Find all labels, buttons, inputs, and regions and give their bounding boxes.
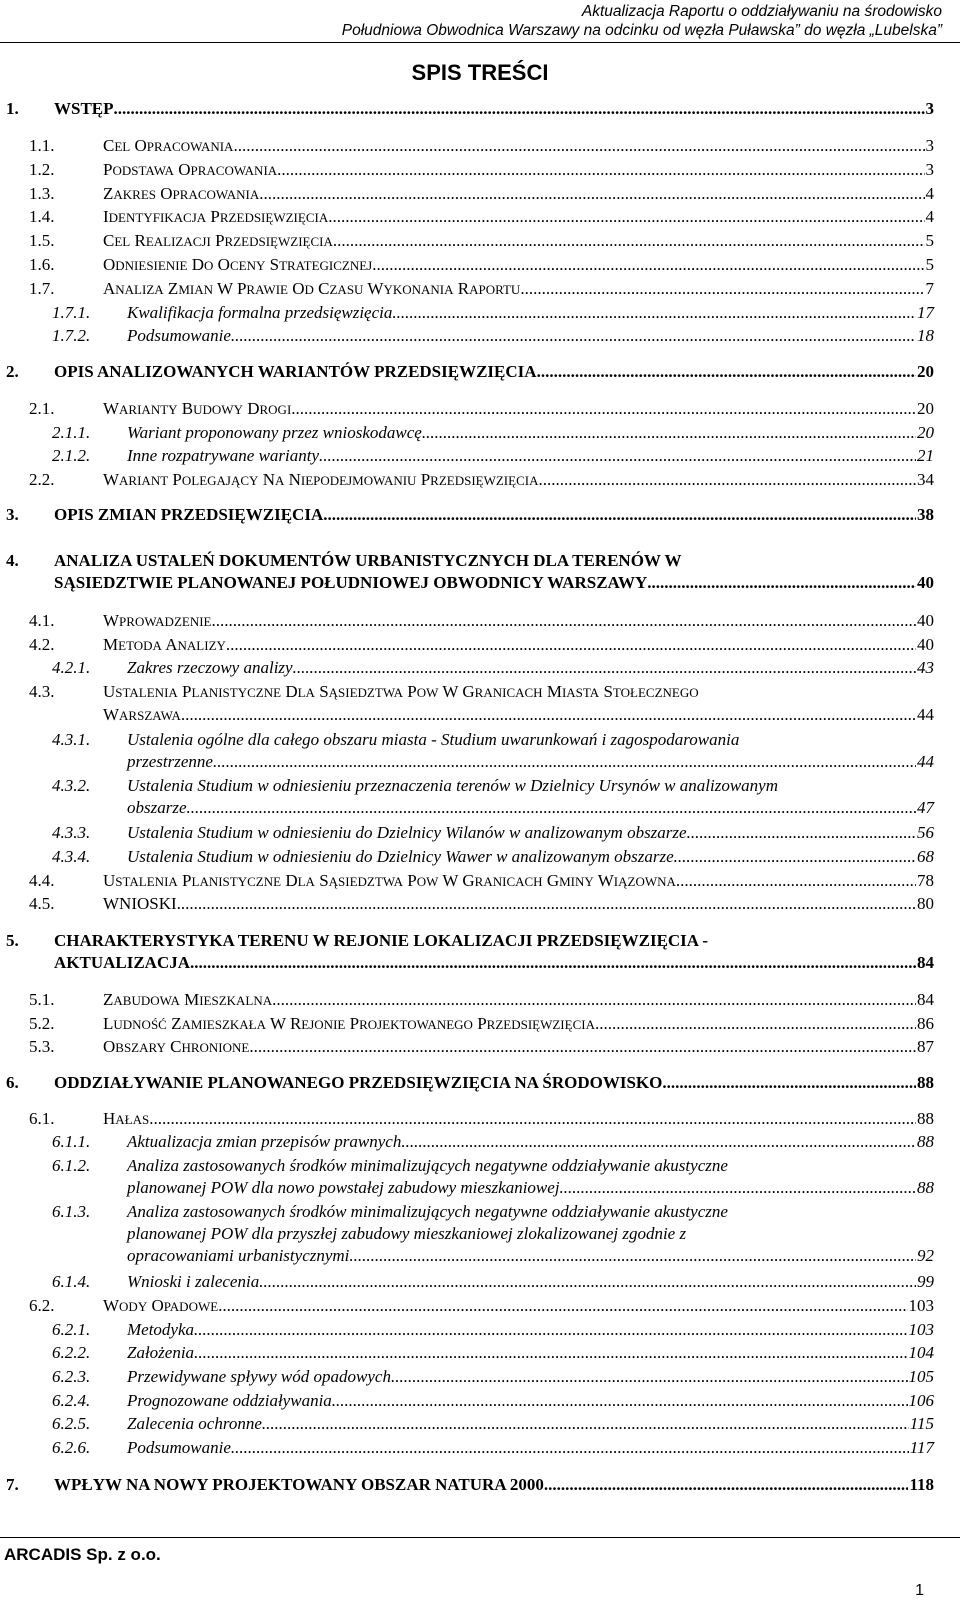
toc-title-line: Ustalenia ogólne dla całego obszaru miasta - Studium uwarunkowań i zagospodarowania [127, 730, 740, 749]
toc-number: 4.2. [29, 635, 55, 654]
toc-number: 2.1.1. [52, 423, 91, 442]
toc-leader [354, 1245, 916, 1267]
toc-leader [226, 634, 916, 656]
toc-title: SĄSIEDZTWIE PLANOWANEJ POŁUDNIOWEJ OBWODNICY WARSZAWY [54, 573, 648, 592]
toc-leader [333, 230, 925, 252]
toc-page: 44 [917, 752, 934, 771]
toc-page: 17 [917, 303, 934, 322]
toc-title: Kwalifikacja formalna przedsięwzięcia [127, 303, 393, 322]
toc-title: obszarze [127, 798, 187, 817]
toc-title: WARSZAWA [103, 705, 181, 724]
toc-title-line: Analiza zastosowanych środków minimalizujących negatywne oddziaływanie akustyczne [127, 1156, 728, 1175]
toc-title-line: CHARAKTERYSTYKA TERENU W REJONIE LOKALIZACJI PRZEDSIĘWZIĘCIA - [54, 931, 709, 950]
toc-title: OBSZARY CHRONIONE [103, 1037, 250, 1056]
toc-title: Wariant proponowany przez wnioskodawcę [127, 423, 422, 442]
toc-number: 6.1. [29, 1109, 55, 1128]
toc-number: 4.4. [29, 871, 55, 890]
toc-title-line: ANALIZA USTALEŃ DOKUMENTÓW URBANISTYCZNYCH DLA TERENÓW W [54, 551, 682, 570]
toc-number: 6.2.4. [52, 1391, 91, 1410]
toc-number: 4.1. [29, 611, 55, 630]
toc-number: 6.1.4. [52, 1272, 91, 1291]
toc-number: 1.7.2. [52, 326, 91, 345]
toc-title: opracowaniami urbanistycznymi. [127, 1246, 354, 1265]
toc-number: 1.2. [29, 160, 55, 179]
toc-number: 4. [6, 551, 19, 570]
toc-leader [249, 1036, 916, 1058]
toc-leader [520, 278, 924, 300]
toc-number: 6.1.1. [52, 1132, 91, 1151]
toc-leader [194, 1342, 907, 1364]
toc-number: 4.2.1. [52, 658, 91, 677]
toc-leader [392, 302, 916, 324]
toc-title: PODSTAWA OPRACOWANIA [103, 160, 278, 179]
toc-page: 44 [917, 705, 934, 724]
toc-leader [319, 445, 916, 467]
toc-title: WNIOSKI [103, 894, 177, 913]
page-number: 1 [915, 1582, 924, 1599]
toc-page: 84 [917, 990, 934, 1009]
footer-divider [0, 1537, 960, 1538]
toc-number: 7. [6, 1475, 19, 1494]
toc-number: 5.2. [29, 1014, 55, 1033]
toc-number: 4.3. [29, 682, 55, 701]
toc-number: 2.1. [29, 399, 55, 418]
toc-leader [190, 952, 916, 974]
toc-page: 5 [925, 231, 934, 250]
toc-page: 20 [917, 399, 934, 418]
toc-leader [401, 1131, 916, 1153]
toc-number: 5.1. [29, 990, 55, 1009]
toc-title: Założenia [127, 1343, 195, 1362]
toc-page: 115 [909, 1414, 934, 1433]
toc-leader [181, 704, 916, 726]
toc-title: Aktualizacja zmian przepisów prawnych [127, 1132, 402, 1151]
toc-number: 1.7.1. [52, 303, 91, 322]
toc-title: ODDZIAŁYWANIE PLANOWANEGO PRZEDSIĘWZIĘCIA NA ŚRODOWISKO [54, 1073, 663, 1092]
toc-number: 6.1.2. [52, 1156, 91, 1175]
toc-number: 1.4. [29, 207, 55, 226]
toc-leader [272, 989, 916, 1011]
toc-page: 3 [925, 160, 934, 179]
toc-title: Ustalenia Studium w odniesieniu do Dzielnicy Wawer w analizowanym obszarze [127, 847, 674, 866]
toc-leader [674, 846, 916, 868]
toc-title: CEL REALIZACJI PRZEDSIĘWZIĘCIA [103, 231, 333, 250]
toc-title: Inne rozpatrywane warianty [127, 446, 320, 465]
toc-title: WODY OPADOWE [103, 1296, 219, 1315]
toc-page: 56 [917, 823, 934, 842]
toc-page: 34 [917, 470, 934, 489]
toc-title: ZAKRES OPRACOWANIA [103, 184, 260, 203]
toc-title: OPIS ZMIAN PRZEDSIĘWZIĘCIA [54, 505, 324, 524]
toc-title: ODNIESIENIE DO OCENY STRATEGICZNEJ [103, 255, 373, 274]
toc-number: 4.3.1. [52, 730, 91, 749]
toc-leader [177, 893, 916, 915]
toc-leader [328, 206, 924, 228]
toc-leader [332, 1390, 908, 1412]
toc-number: 5. [6, 931, 19, 950]
toc-title: ZABUDOWA MIESZKALNA [103, 990, 273, 1009]
toc-title: HAŁAS [103, 1109, 150, 1128]
toc-leader [560, 1177, 916, 1199]
toc-leader [687, 822, 916, 844]
toc-title: IDENTYFIKACJA PRZEDSIĘWZIĘCIA [103, 207, 329, 226]
toc-number: 6.1.3. [52, 1202, 91, 1221]
toc-number: 1.7. [29, 279, 55, 298]
toc-page: 4 [925, 207, 934, 226]
toc-leader [262, 1413, 909, 1435]
toc-page: 118 [909, 1475, 934, 1494]
toc-leader [218, 1295, 907, 1317]
toc-title: WPROWADZENIE [103, 611, 212, 630]
toc-page: 105 [908, 1367, 934, 1386]
toc-title: WSTĘP [54, 99, 114, 118]
toc-number: 2.2. [29, 470, 55, 489]
toc-number: 1.6. [29, 255, 55, 274]
toc-leader [595, 1013, 916, 1035]
toc-title: LUDNOŚĆ ZAMIESZKAŁA W REJONIE PROJEKTOWANEGO PRZEDSIĘWZIĘCIA [103, 1014, 595, 1033]
toc-number: 4.3.4. [52, 847, 91, 866]
page-title: SPIS TREŚCI [411, 60, 549, 85]
toc-title-line: Analiza zastosowanych środków minimalizujących negatywne oddziaływanie akustyczne [127, 1202, 728, 1221]
toc-page: 40 [917, 611, 934, 630]
toc-page: 38 [917, 505, 934, 524]
toc-title: Przewidywane spływy wód opadowych [127, 1367, 391, 1386]
toc-title-line: USTALENIA PLANISTYCZNE DLA SĄSIEDZTWA POW W GRANICACH MIASTA STOŁECZNEGO [103, 682, 699, 701]
toc-page: 86 [917, 1014, 934, 1033]
toc-number: 2. [6, 362, 19, 381]
toc-leader [213, 751, 916, 773]
toc-leader [662, 1072, 916, 1094]
toc-number: 4.3.3. [52, 823, 91, 842]
toc-title: Wnioski i zalecenia [127, 1272, 260, 1291]
toc-page: 21 [917, 446, 934, 465]
toc-title: ANALIZA ZMIAN W PRAWIE OD CZASU WYKONANIA RAPORTU [103, 279, 521, 298]
toc-page: 103 [908, 1296, 934, 1315]
toc-page: 88 [917, 1073, 934, 1092]
toc-leader [149, 1108, 916, 1130]
running-header [342, 2, 942, 40]
toc-leader [544, 1474, 909, 1496]
toc-title: Ustalenia Studium w odniesieniu do Dzielnicy Wilanów w analizowanym obszarze [127, 823, 687, 842]
toc-number: 1.1. [29, 136, 55, 155]
toc-number: 5.3. [29, 1037, 55, 1056]
toc-page: 40 [917, 635, 934, 654]
toc-title: Zakres rzeczowy analizy [127, 658, 293, 677]
toc-page: 5 [925, 255, 934, 274]
toc-leader [233, 135, 924, 157]
toc-number: 1.3. [29, 184, 55, 203]
toc-title-line: planowanej POW dla przyszłej zabudowy mieszkaniowej zlokalizowanej zgodnie z [127, 1224, 687, 1243]
toc-number: 6.2.3. [52, 1367, 91, 1386]
toc-page: 84 [917, 953, 934, 972]
toc-leader [537, 361, 916, 383]
toc-leader [323, 504, 916, 526]
toc-number: 6. [6, 1073, 19, 1092]
toc-title-line: Ustalenia Studium w odniesieniu przeznaczenia terenów w Dzielnicy Ursynów w analizowanym [127, 776, 778, 795]
header-divider [0, 42, 960, 43]
toc-title: WPŁYW NA NOWY PROJEKTOWANY OBSZAR NATURA 2000 [54, 1475, 544, 1494]
toc-page: 20 [917, 362, 934, 381]
header-line-1: Aktualizacja Raportu o oddziaływaniu na środowisko [581, 3, 942, 20]
toc-title: Zalecenia ochronne [127, 1414, 262, 1433]
toc-title: USTALENIA PLANISTYCZNE DLA SĄSIEDZTWA POW W GRANICACH GMINY WIĄZOWNA [103, 871, 676, 890]
toc-page: 47 [917, 798, 934, 817]
toc-leader [391, 1366, 908, 1388]
toc-title: CEL OPRACOWANIA [103, 136, 234, 155]
toc-page: 20 [917, 423, 934, 442]
toc-number: 1.5. [29, 231, 55, 250]
company-name: ARCADIS Sp. z o.o. [4, 1545, 161, 1564]
toc-page: 4 [925, 184, 934, 203]
toc-leader [422, 422, 916, 444]
toc-leader [291, 398, 916, 420]
toc-page: 92 [917, 1246, 934, 1265]
toc-title: WARIANT POLEGAJĄCY NA NIEPODEJMOWANIU PRZEDSIĘWZIĘCIA [103, 470, 539, 489]
toc-leader [277, 159, 924, 181]
toc-leader [211, 610, 916, 632]
toc-leader [647, 572, 916, 594]
toc-page: 106 [908, 1391, 934, 1410]
toc-title: Podsumowanie [127, 1438, 231, 1457]
toc-page: 87 [917, 1037, 934, 1056]
toc-page: 18 [917, 326, 934, 345]
toc-page: 3 [925, 99, 934, 118]
toc-leader [259, 183, 924, 205]
toc-title: planowanej POW dla nowo powstałej zabudowy mieszkaniowej [127, 1178, 560, 1197]
toc-title: WARIANTY BUDOWY DROGI [103, 399, 292, 418]
toc-title: Podsumowanie [127, 326, 231, 345]
toc-number: 6.2.6. [52, 1438, 91, 1457]
header-line-2: Południowa Obwodnica Warszawy na odcinku od węzła Puławska” do węzła „Lubelska” [341, 22, 942, 39]
toc-leader [231, 325, 916, 347]
toc-page: 78 [917, 871, 934, 890]
toc-number: 6.2. [29, 1296, 55, 1315]
toc-number: 4.5. [29, 894, 55, 913]
toc-leader [676, 870, 916, 892]
toc-page: 88 [917, 1178, 934, 1197]
toc-leader [231, 1437, 909, 1459]
toc-number: 2.1.2. [52, 446, 91, 465]
toc-page: 3 [925, 136, 934, 155]
toc-page: 43 [917, 658, 934, 677]
toc-leader [293, 657, 916, 679]
toc-page: 88 [917, 1109, 934, 1128]
toc-page: 88 [917, 1132, 934, 1151]
toc-page: 7 [925, 279, 934, 298]
toc-leader [538, 469, 916, 491]
toc-title: METODA ANALIZY [103, 635, 226, 654]
toc-page: 103 [908, 1320, 934, 1339]
toc-page: 117 [909, 1438, 934, 1457]
toc-title: OPIS ANALIZOWANYCH WARIANTÓW PRZEDSIĘWZIĘCIA [54, 362, 537, 381]
toc-leader [114, 98, 925, 120]
toc-title: Metodyka [127, 1320, 195, 1339]
toc-leader [372, 254, 924, 276]
toc-page: 80 [917, 894, 934, 913]
toc-title: Prognozowane oddziaływania [127, 1391, 332, 1410]
toc-number: 6.2.5. [52, 1414, 91, 1433]
toc-leader [259, 1271, 916, 1293]
toc-leader [187, 797, 916, 819]
toc-number: 4.3.2. [52, 776, 91, 795]
toc-page: 40 [917, 573, 934, 592]
toc-page: 68 [917, 847, 934, 866]
toc-number: 6.2.2. [52, 1343, 91, 1362]
toc-page: 99 [917, 1272, 934, 1291]
toc-number: 1. [6, 99, 19, 118]
toc-number: 6.2.1. [52, 1320, 91, 1339]
toc-leader [194, 1319, 907, 1341]
toc-number: 3. [6, 505, 19, 524]
toc-title: AKTUALIZACJA [54, 953, 191, 972]
toc-page: 104 [908, 1343, 934, 1362]
toc-title: przestrzenne [127, 752, 213, 771]
